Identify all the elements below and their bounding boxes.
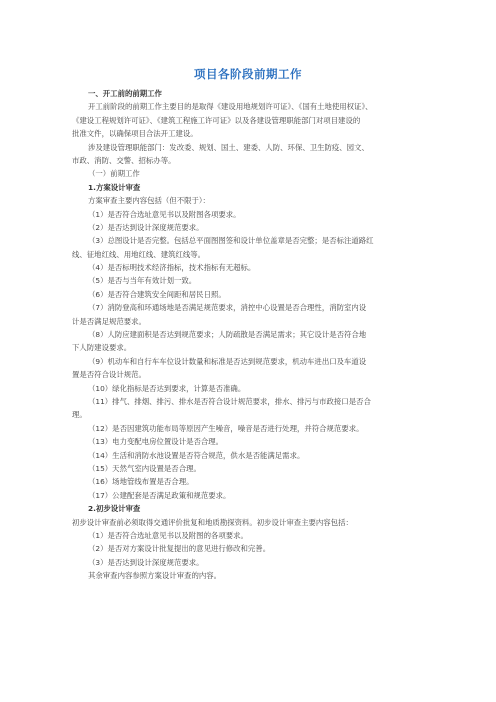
paragraph-line: （15）天然气室内设置是否合理。 [88, 463, 201, 473]
paragraph-line: 方案审查主要内容包括（但不限于）： [88, 196, 210, 206]
paragraph-line: 下人防建设要求。 [72, 343, 132, 353]
paragraph-line: 批准文件，以确保项目合法开工建设。 [72, 129, 198, 139]
paragraph-line: （17）公建配套是否满足政策和规范要求。 [88, 490, 231, 500]
paragraph-line: （11）排气、排烟、排污、排水是否符合设计规范要求，排水、排污与市政接口是否合 [88, 396, 371, 406]
document-body [72, 87, 430, 582]
paragraph-line: （5）是否与当年有效计划一致。 [88, 276, 197, 286]
paragraph-line: （一）前期工作 [88, 169, 140, 179]
paragraph-line: 理。 [72, 410, 87, 420]
paragraph-line: 2.初步设计审查 [88, 504, 141, 514]
paragraph-line: （6）是否符合建筑安全间距和居民日照。 [88, 289, 226, 299]
paragraph-line: 一、开工前的前期工作 [88, 89, 162, 98]
document-title: 项目各阶段前期工作 [194, 67, 302, 81]
paragraph-line: （8）人防应建面积是否达到规范要求；人防疏散是否满足需求；其它设计是否符合地 [88, 330, 367, 340]
paragraph-line: （3）是否达到设计深度规范要求。 [88, 557, 204, 567]
paragraph-line: 1.方案设计审查 [88, 182, 141, 192]
paragraph-line: （14）生活和消防水池设置是否符合规范，供水是否能满足需求。 [88, 450, 305, 460]
paragraph-line: （1）是否符合选址意见书以及附图各项要求。 [88, 209, 241, 219]
paragraph-line: （13）电力变配电房位置设计是否合理。 [88, 437, 224, 447]
paragraph-line: （16）场地管线布置是否合理。 [88, 477, 194, 487]
paragraph-line: （3）总图设计是否完整。包括总平面图图签和设计单位盖章是否完整；是否标注道路红 [88, 236, 374, 246]
paragraph-line: （12）是否因建筑功能布局等原因产生噪音，噪音是否进行处理，并符合规范要求。 [88, 423, 364, 433]
paragraph-line: 计是否满足规范要求。 [72, 316, 146, 326]
paragraph-line: 《建设工程规划许可证》、《建筑工程施工许可证》以及各建设管理职能部门对项目建设的 [72, 115, 361, 125]
paragraph-line: （1）是否符合选址意见书以及附图的各项要求。 [88, 530, 248, 540]
paragraph-line: 置是否符合设计规范。 [72, 370, 146, 380]
paragraph-line: 其余审查内容参照方案设计审查的内容。 [88, 571, 222, 581]
paragraph-line: 涉及建设管理职能部门：发改委、规划、国土、建委、人防、环保、卫生防疫、园文、 [88, 142, 369, 152]
paragraph-line: （7）消防登高和环通场地是否满足规范要求，消控中心设置是否合理性，消防室内设 [88, 303, 367, 313]
paragraph-line: （2）是否对方案设计批复提出的意见进行修改和完善。 [88, 544, 271, 554]
paragraph-line: （4）是否标明技术经济指标，技术指标有无超标。 [88, 263, 256, 273]
paragraph-line: （9）机动车和自行车车位设计数量和标准是否达到规范要求，机动车进出口及车道设 [88, 356, 367, 366]
paragraph-line: 市政、消防、交警、招标办等。 [72, 155, 176, 165]
paragraph-line: 初步设计审查前必须取得交通评价批复和地质勘探资料。初步设计审查主要内容包括： [72, 517, 353, 527]
paragraph-line: （10）绿化指标是否达到要求，计算是否准确。 [88, 383, 246, 393]
paragraph-line: （2）是否达到设计深度规范要求。 [88, 222, 204, 232]
paragraph-line: 线、征地红线、用地红线、建筑红线等。 [72, 249, 206, 259]
paragraph-line: 开工前阶段的前期工作主要目的是取得《建设用地规划许可证》、《国有土地使用权证》、 [88, 102, 373, 112]
